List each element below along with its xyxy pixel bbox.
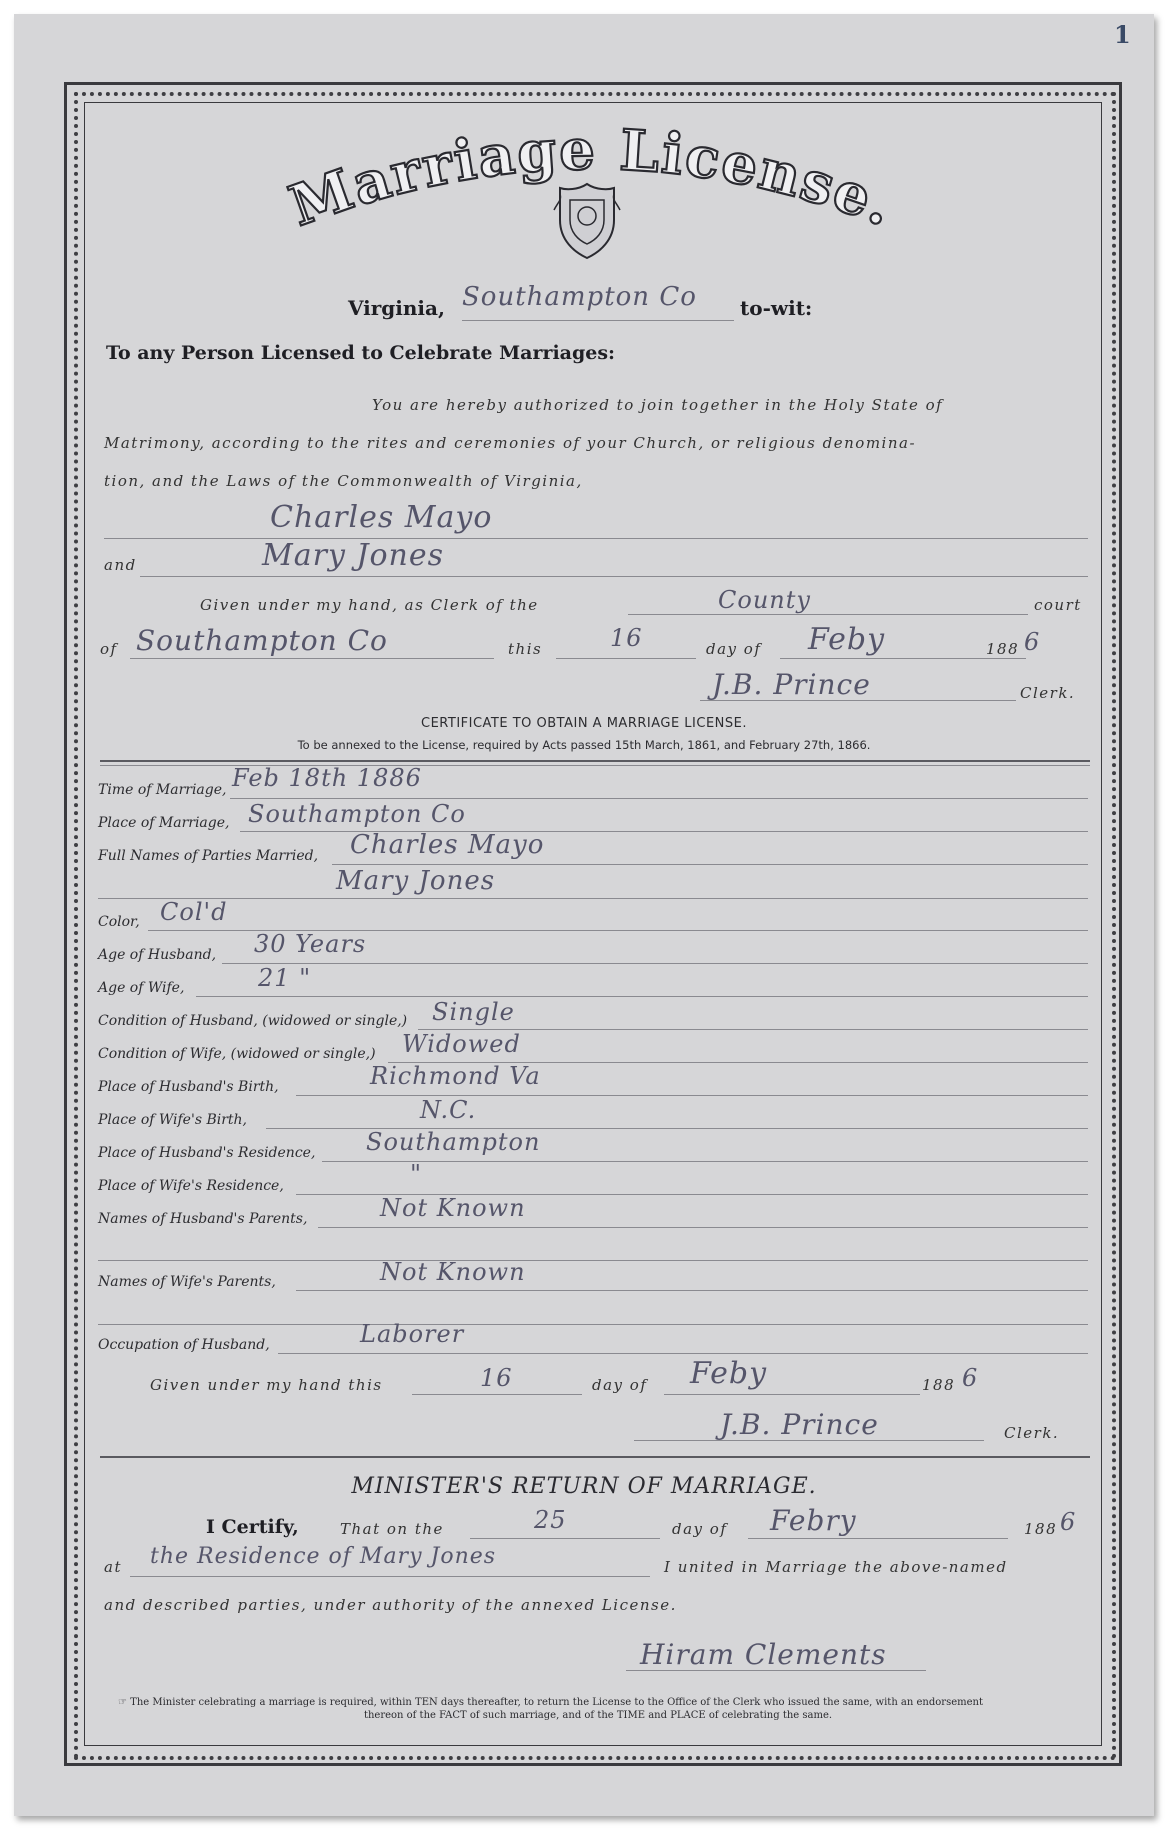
bride-name-handwritten: Mary Jones: [262, 538, 444, 573]
court-type-line: [628, 614, 1028, 615]
return-day-handwritten: 25: [534, 1506, 567, 1534]
field-value-age-wife: 21 ": [258, 964, 312, 992]
return-year-suffix: 6: [1060, 1508, 1077, 1536]
license-month-line: [780, 658, 1026, 659]
field-label-time: Time of Marriage,: [98, 782, 227, 798]
field-label-color: Color,: [98, 914, 140, 930]
field-value-wife-birth: N.C.: [420, 1096, 477, 1124]
field-label-names: Full Names of Parties Married,: [98, 848, 319, 864]
license-year-suffix: 6: [1024, 628, 1041, 656]
clerk-label-1: Clerk.: [1020, 684, 1076, 702]
that-on-label: That on the: [340, 1520, 444, 1538]
footnote-line-2: thereon of the FACT of such marriage, and of the TIME and PLACE of celebrating the same.: [363, 1710, 833, 1721]
field-line-husband-residence: [322, 1161, 1088, 1162]
field-value-husband-parents: Not Known: [380, 1194, 526, 1222]
title-text: Marriage License.: [281, 120, 904, 240]
day-of-label: day of: [706, 640, 762, 658]
cert-month-line: [664, 1394, 920, 1395]
field-value-husband-residence: Southampton: [366, 1128, 541, 1156]
page-number: 1: [1114, 20, 1131, 49]
court-place-handwritten: Southampton Co: [136, 624, 388, 657]
field-value-place: Southampton Co: [248, 800, 466, 828]
minister-signature-line: [626, 1670, 926, 1671]
to-wit-label: to-wit:: [740, 296, 813, 320]
footnote-line-1: The Minister celebrating a marriage is required, within TEN days thereafter, to return the License to the Office of the Clerk who issued the same, with an endorsement: [130, 1697, 983, 1708]
field-value-wife-residence: ": [410, 1160, 423, 1188]
field-value-color: Col'd: [160, 898, 228, 926]
field-label-husband-residence: Place of Husband's Residence,: [98, 1145, 316, 1161]
clerk-signature-1: J.B. Prince: [712, 668, 871, 701]
field-line-age-husband: [222, 963, 1088, 964]
cert-month-handwritten: Feby: [690, 1356, 768, 1391]
field-line-occupation: [278, 1353, 1088, 1354]
field-line-husband-parents-2: [98, 1260, 1088, 1261]
of-label: of: [100, 640, 118, 658]
field-value-wife-parents: Not Known: [380, 1258, 526, 1286]
field-value-age-husband: 30 Years: [254, 930, 367, 958]
and-label: and: [104, 556, 137, 574]
footnote: [118, 1696, 1078, 1722]
pointing-hand-icon: ☞: [118, 1697, 131, 1708]
county-line: [462, 320, 734, 321]
return-month-handwritten: Febry: [770, 1504, 857, 1537]
county-handwritten: Southampton Co: [462, 282, 697, 312]
cert-year-printed: 188: [922, 1376, 956, 1394]
license-day-handwritten: 16: [610, 624, 643, 652]
field-line-wife-parents: [296, 1290, 1088, 1291]
certificate-subheading: To be annexed to the License, required by Acts passed 15th March, 1861, and February 27th, 1866.: [297, 738, 871, 752]
certify-label: I Certify,: [206, 1516, 299, 1538]
return-month-line: [748, 1538, 1008, 1539]
clerk-signature-2: J.B. Prince: [720, 1408, 879, 1441]
united-label: I united in Marriage the above-named: [664, 1558, 1008, 1576]
cert-day-line: [412, 1394, 582, 1395]
field-label-husband-parents: Names of Husband's Parents,: [98, 1211, 308, 1227]
minister-return-heading: MINISTER'S RETURN OF MARRIAGE.: [351, 1474, 817, 1499]
field-label-age-husband: Age of Husband,: [98, 947, 217, 963]
field-line-wife-parents-2: [98, 1324, 1088, 1325]
certificate-heading: CERTIFICATE TO OBTAIN A MARRIAGE LICENSE.: [421, 716, 747, 731]
field-line-age-wife: [196, 996, 1088, 997]
field-value-bride: Mary Jones: [336, 866, 496, 896]
field-line-bride: [98, 898, 1088, 899]
field-label-condition-wife: Condition of Wife, (widowed or single,): [98, 1046, 376, 1062]
return-place-handwritten: the Residence of Mary Jones: [150, 1544, 497, 1569]
court-label: court: [1034, 596, 1082, 614]
authorization-line-3: tion, and the Laws of the Commonwealth of Virginia,: [104, 472, 583, 490]
authorization-line-2: Matrimony, according to the rites and ceremonies of your Church, or religious denomina-: [104, 434, 917, 452]
field-value-occupation: Laborer: [360, 1320, 465, 1348]
field-label-occupation: Occupation of Husband,: [98, 1337, 270, 1353]
state-label: Virginia,: [348, 296, 445, 320]
clerk-signature-line-1: [700, 700, 1016, 701]
at-label: at: [104, 1558, 122, 1576]
field-label-age-wife: Age of Wife,: [98, 980, 185, 996]
return-line-2: and described parties, under authority of the annexed License.: [104, 1596, 677, 1614]
court-place-line: [130, 658, 494, 659]
field-label-husband-birth: Place of Husband's Birth,: [98, 1079, 279, 1095]
cert-given-label: Given under my hand this: [150, 1376, 383, 1394]
groom-name-handwritten: Charles Mayo: [270, 500, 493, 535]
field-value-condition-husband: Single: [432, 998, 515, 1026]
groom-line: [104, 538, 1088, 539]
seal-emblem-icon: [550, 180, 624, 262]
minister-signature: Hiram Clements: [640, 1638, 887, 1671]
field-line-husband-birth: [296, 1095, 1088, 1096]
court-type-handwritten: County: [718, 586, 811, 614]
cert-day-of-label: day of: [592, 1376, 648, 1394]
return-year-printed: 188: [1024, 1520, 1058, 1538]
certificate-divider: [100, 760, 1090, 762]
field-value-time: Feb 18th 1886: [232, 764, 422, 792]
this-label: this: [508, 640, 543, 658]
field-value-groom: Charles Mayo: [350, 830, 545, 860]
cert-day-handwritten: 16: [480, 1364, 513, 1392]
return-place-line: [130, 1576, 650, 1577]
given-under-label: Given under my hand, as Clerk of the: [200, 596, 539, 614]
field-line-husband-parents: [318, 1227, 1088, 1228]
field-label-condition-husband: Condition of Husband, (widowed or single,): [98, 1013, 408, 1029]
return-day-line: [470, 1538, 660, 1539]
return-divider: [100, 1456, 1090, 1458]
license-day-line: [556, 658, 696, 659]
field-value-husband-birth: Richmond Va: [370, 1062, 541, 1090]
address-line: To any Person Licensed to Celebrate Marriages:: [106, 342, 616, 364]
field-label-wife-birth: Place of Wife's Birth,: [98, 1112, 248, 1128]
return-day-of-label: day of: [672, 1520, 728, 1538]
clerk-label-2: Clerk.: [1004, 1424, 1060, 1442]
field-value-condition-wife: Widowed: [402, 1030, 521, 1058]
field-label-wife-residence: Place of Wife's Residence,: [98, 1178, 284, 1194]
field-label-wife-parents: Names of Wife's Parents,: [98, 1274, 276, 1290]
license-month-handwritten: Feby: [808, 622, 886, 657]
license-year-printed: 188: [986, 640, 1020, 658]
field-line-groom: [332, 864, 1088, 865]
field-line-time: [230, 798, 1088, 799]
authorization-line-1: You are hereby authorized to join together in the Holy State of: [372, 396, 944, 414]
bride-line: [140, 576, 1088, 577]
cert-year-suffix: 6: [962, 1364, 979, 1392]
clerk-signature-line-2: [634, 1440, 984, 1441]
field-label-place: Place of Marriage,: [98, 815, 230, 831]
